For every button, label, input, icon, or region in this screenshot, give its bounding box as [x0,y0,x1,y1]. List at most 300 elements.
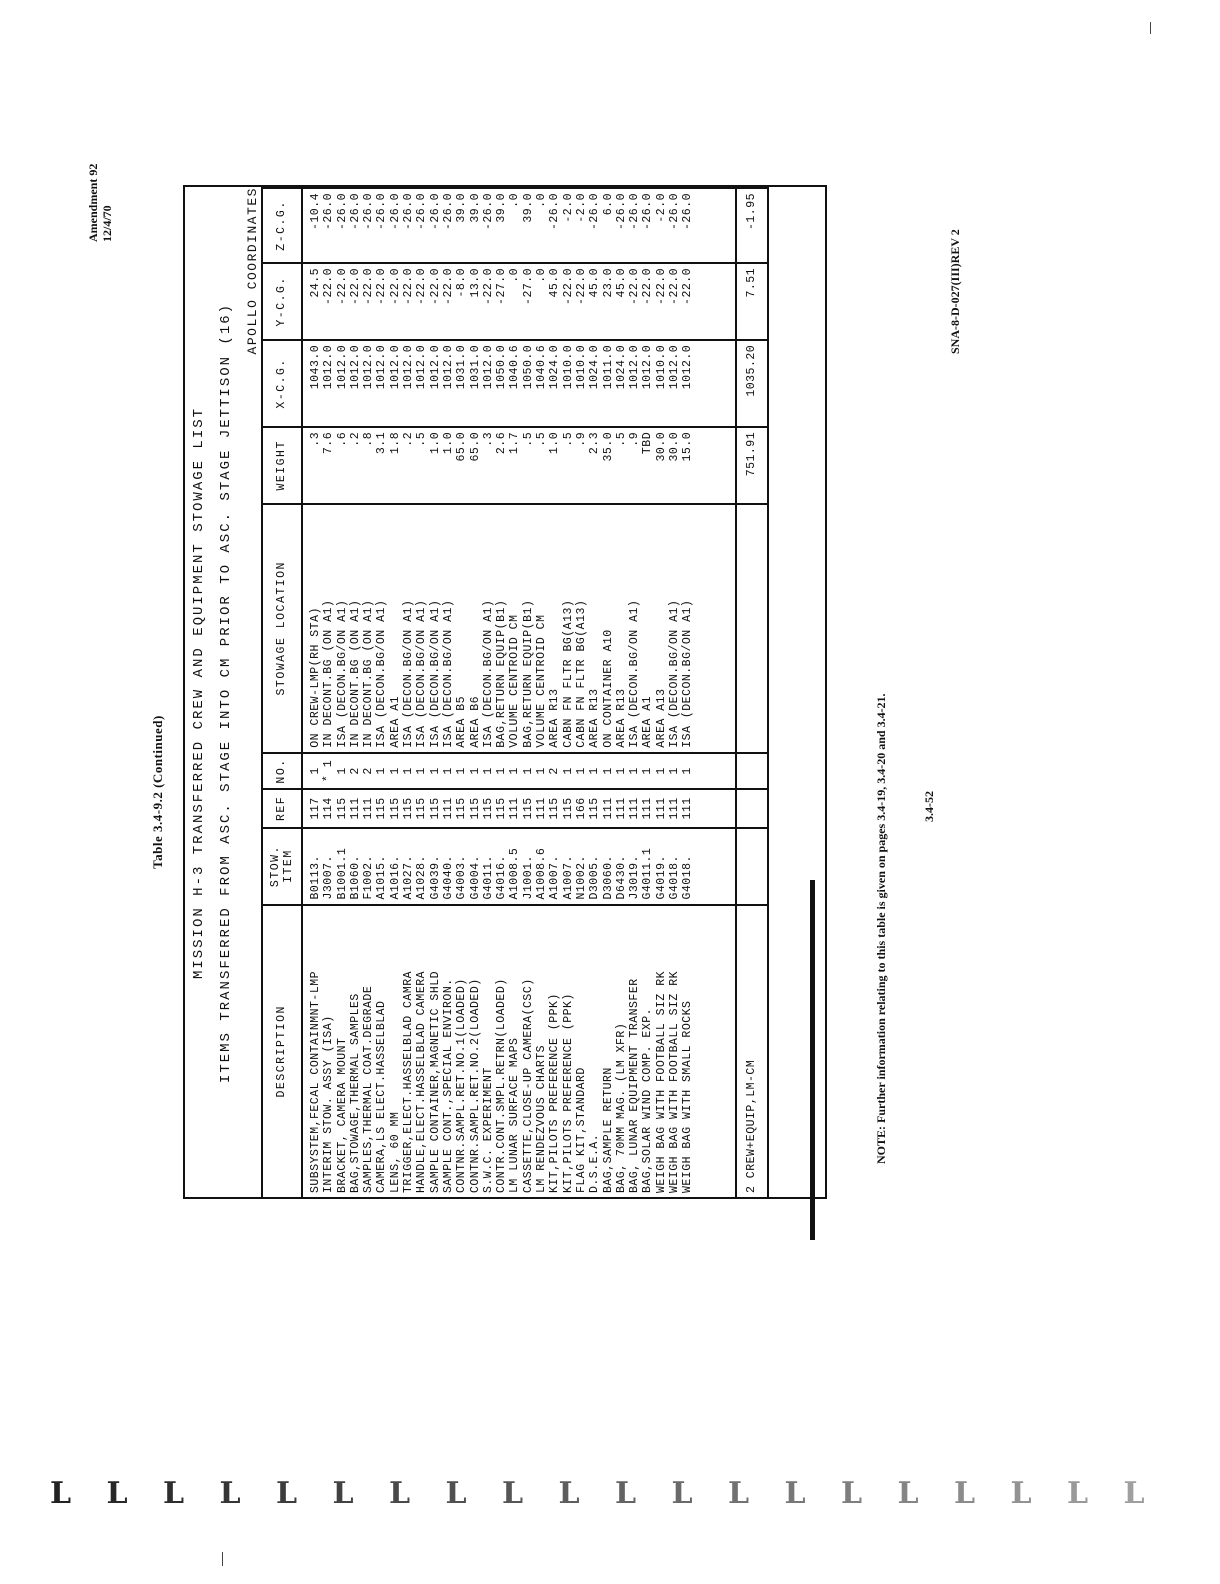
row-ycg: -22.0 [442,263,455,340]
row-xcg: 1012.0 [668,340,681,427]
row-xcg: 1010.0 [575,340,588,427]
row-weight: 7.6 [322,427,335,504]
table-row [535,188,548,1198]
row-weight: 1.0 [548,427,561,504]
row-ref: 115 [495,789,508,827]
row-description: BAG, 70MM MAG. (LM XFR) [615,905,628,1198]
row-weight: .6 [336,427,349,504]
col-zcg: Z-C.G. [262,188,302,263]
row-ycg: .0 [535,263,548,340]
row-ycg: -22.0 [575,263,588,340]
row-stow-item: G4018. [681,828,694,905]
spacer-cell [695,427,736,504]
row-no: 1 [575,753,588,789]
row-no: 1 [535,753,548,789]
table-row [508,188,521,1198]
total-row [736,188,768,1198]
apollo-coordinates-heading: APOLLO COORDINATES [245,187,260,355]
row-ref: 111 [681,789,694,827]
row-ref: 111 [668,789,681,827]
row-weight: 1.0 [442,427,455,504]
row-ycg: -22.0 [402,263,415,340]
row-stow-item: D3005. [588,828,601,905]
row-location: CABN FN FLTR BG(A13) [562,504,575,753]
row-description: CONTR.CONT.SMPL.RETRN(LOADED) [495,905,508,1198]
table-row [588,188,601,1198]
row-description: CONTNR.SAMPL.RET.NO.2(LOADED) [469,905,482,1198]
row-xcg: 1012.0 [442,340,455,427]
row-description: BRACKET, CAMERA MOUNT [336,905,349,1198]
row-ycg: -22.0 [336,263,349,340]
row-no: 1 [442,753,455,789]
row-xcg: 1040.6 [508,340,521,427]
row-weight: 30.0 [668,427,681,504]
total-ycg: 7.51 [736,263,768,340]
row-xcg: 1012.0 [336,340,349,427]
total-blank [736,753,768,789]
row-weight: 2.3 [588,427,601,504]
row-weight: .9 [628,427,641,504]
row-description: SAMPLE CONT.,SPECIAL ENVIRON. [442,905,455,1198]
film-marker: L [276,1476,298,1511]
row-stow-item: G4016. [495,828,508,905]
row-ycg: -22.0 [362,263,375,340]
film-marker: L [106,1476,128,1511]
row-zcg: 39.0 [522,188,535,263]
row-xcg: 1010.0 [562,340,575,427]
row-weight: .5 [615,427,628,504]
row-ref: 115 [588,789,601,827]
table-spacer-row [695,188,736,1198]
film-marker: L [954,1476,976,1511]
row-description: LENS, 60 MM [389,905,402,1198]
row-xcg: 1012.0 [482,340,495,427]
film-marker: L [389,1476,411,1511]
row-location: ISA (DECON.BG/ON A1) [442,504,455,753]
row-ref: 111 [641,789,654,827]
stowage-table [261,187,769,1199]
table-row [548,188,561,1198]
table-row [681,188,694,1198]
row-stow-item: B0113. [302,828,322,905]
row-ycg: -22.0 [389,263,402,340]
row-ref: 111 [362,789,375,827]
row-zcg: -26.0 [615,188,628,263]
row-description: SAMPLE CONTAINER,MAGNETIC SHLD [429,905,442,1198]
row-description: BAG, LUNAR EQUIPMENT TRANSFER [628,905,641,1198]
row-zcg: -26.0 [548,188,561,263]
row-no: * 1 [322,753,335,789]
row-ycg: -22.0 [641,263,654,340]
row-xcg: 1012.0 [429,340,442,427]
row-xcg: 1011.0 [602,340,615,427]
row-xcg: 1024.0 [548,340,561,427]
row-xcg: 1012.0 [402,340,415,427]
table-row [482,188,495,1198]
film-marker: L [728,1476,750,1511]
heavy-rule [810,880,815,1240]
row-no: 1 [415,753,428,789]
row-xcg: 1012.0 [641,340,654,427]
row-ycg: 45.0 [615,263,628,340]
row-location: BAG,RETURN EQUIP(B1) [522,504,535,753]
row-no: 1 [522,753,535,789]
spacer-cell [695,263,736,340]
row-description: KIT,PILOTS PREFERENCE (PPK) [548,905,561,1198]
margin-tick [1150,22,1151,34]
row-location: IN DECONT.BG (ON A1) [349,504,362,753]
row-no: 1 [495,753,508,789]
row-ref: 115 [482,789,495,827]
row-location: ISA (DECON.BG/ON A1) [628,504,641,753]
row-weight: .5 [562,427,575,504]
table-row [455,188,468,1198]
table-row [336,188,349,1198]
total-blank [736,504,768,753]
table-title: Table 3.4-9.2 (Continued) [150,715,165,869]
table-body [302,188,736,1198]
row-description: CONTNR.SAMPL.RET.NO.1(LOADED) [455,905,468,1198]
row-ycg: -22.0 [655,263,668,340]
row-zcg: -26.0 [375,188,388,263]
row-xcg: 1012.0 [322,340,335,427]
film-marker: L [445,1476,467,1511]
col-weight: WEIGHT [262,427,302,504]
row-stow-item: G4018. [668,828,681,905]
row-stow-item: G4040. [442,828,455,905]
row-location: ISA (DECON.BG/ON A1) [375,504,388,753]
row-zcg: .0 [508,188,521,263]
row-description: BAG,STOWAGE,THERMAL SAMPLES [349,905,362,1198]
film-marker: L [163,1476,185,1511]
row-zcg: -26.0 [482,188,495,263]
row-stow-item: J3019. [628,828,641,905]
row-stow-item: J3007. [322,828,335,905]
row-stow-item: F1002. [362,828,375,905]
table-row [469,188,482,1198]
row-xcg: 1024.0 [615,340,628,427]
row-no: 1 [402,753,415,789]
col-description: DESCRIPTION [262,905,302,1198]
row-ycg: -22.0 [562,263,575,340]
row-stow-item: D3060. [602,828,615,905]
table-row [349,188,362,1198]
row-stow-item: A1027. [402,828,415,905]
film-marker: L [219,1476,241,1511]
row-ycg: 13.0 [469,263,482,340]
col-ycg: Y-C.G. [262,263,302,340]
col-xcg: X-C.G. [262,340,302,427]
row-zcg: -26.0 [322,188,335,263]
row-stow-item: A1008.6 [535,828,548,905]
row-weight: .5 [415,427,428,504]
row-location: AREA B5 [455,504,468,753]
row-ref: 115 [415,789,428,827]
row-location: ISA (DECON.BG/ON A1) [681,504,694,753]
row-xcg: 1024.0 [588,340,601,427]
row-location: ISA (DECON.BG/ON A1) [482,504,495,753]
row-ref: 117 [302,789,322,827]
row-location: AREA R13 [615,504,628,753]
row-no: 1 [615,753,628,789]
row-ycg: 23.0 [602,263,615,340]
row-ycg: -27.0 [495,263,508,340]
row-no: 1 [681,753,694,789]
row-xcg: 1031.0 [469,340,482,427]
total-label: 2 CREW+EQUIP,LM-CM [736,905,768,1198]
page-number: 3.4-52 [922,791,936,822]
row-description: SAMPLES,THERMAL COAT.DEGRADE [362,905,375,1198]
row-stow-item: A1007. [548,828,561,905]
row-ref: 115 [336,789,349,827]
film-marker: L [1123,1476,1145,1511]
row-ref: 111 [349,789,362,827]
row-ycg: -22.0 [349,263,362,340]
table-row [522,188,535,1198]
row-xcg: 1043.0 [302,340,322,427]
row-ycg: -22.0 [482,263,495,340]
row-no: 1 [508,753,521,789]
row-zcg: -26.0 [681,188,694,263]
table-row [362,188,375,1198]
bottom-tick [222,1552,223,1566]
row-ref: 115 [562,789,575,827]
table-row [375,188,388,1198]
document-id: SNA-8-D-027(III)REV 2 [948,229,962,354]
table-row [322,188,335,1198]
row-stow-item: J1001. [522,828,535,905]
table-row [668,188,681,1198]
row-location: AREA A1 [389,504,402,753]
total-blank [736,828,768,905]
row-stow-item: A1028. [415,828,428,905]
row-location: ON CREW-LMP(RH STA) [302,504,322,753]
row-no: 1 [668,753,681,789]
row-xcg: 1012.0 [681,340,694,427]
row-location: ISA (DECON.BG/ON A1) [336,504,349,753]
row-no: 1 [602,753,615,789]
row-no: 1 [469,753,482,789]
row-zcg: 39.0 [469,188,482,263]
row-no: 1 [429,753,442,789]
total-zcg: -1.95 [736,188,768,263]
row-stow-item: G4011. [482,828,495,905]
row-zcg: -26.0 [641,188,654,263]
row-ref: 111 [615,789,628,827]
row-ycg: -22.0 [415,263,428,340]
row-description: D.S.E.A. [588,905,601,1198]
total-xcg: 1035.20 [736,340,768,427]
amendment-date: 12/4/70 [100,205,114,242]
spacer-cell [695,188,736,263]
row-xcg: 1010.0 [655,340,668,427]
table-subtitle: ITEMS TRANSFERRED FROM ASC. STAGE INTO CM PRIOR TO ASC. STAGE JETTISON (16) [218,302,234,1084]
stowage-table-wrapper [183,187,823,1199]
row-zcg: -26.0 [349,188,362,263]
table-row [429,188,442,1198]
table-row [442,188,455,1198]
spacer-cell [695,789,736,827]
row-weight: .9 [575,427,588,504]
row-ref: 111 [602,789,615,827]
film-marker: L [841,1476,863,1511]
film-marker-strip [50,1476,1180,1516]
row-zcg: -2.0 [562,188,575,263]
row-weight: 1.7 [508,427,521,504]
row-weight: 65.0 [455,427,468,504]
row-ref: 115 [389,789,402,827]
row-ref: 115 [548,789,561,827]
row-ref: 115 [455,789,468,827]
row-location: VOLUME CENTROID CM [535,504,548,753]
row-ref: 115 [402,789,415,827]
row-weight: 1.8 [389,427,402,504]
row-description: S.W.C. EXPERIMENT [482,905,495,1198]
row-ycg: 24.5 [302,263,322,340]
row-description: FLAG KIT,STANDARD [575,905,588,1198]
row-weight: 35.0 [602,427,615,504]
row-ycg: 45.0 [548,263,561,340]
row-no: 1 [655,753,668,789]
row-ref: 114 [322,789,335,827]
row-ycg: -22.0 [681,263,694,340]
row-description: INTERIM STOW. ASSY (ISA) [322,905,335,1198]
row-xcg: 1050.0 [522,340,535,427]
spacer-cell [695,504,736,753]
table-row [615,188,628,1198]
row-xcg: 1012.0 [389,340,402,427]
row-ref: 111 [535,789,548,827]
row-ycg: .0 [508,263,521,340]
row-location: AREA R13 [588,504,601,753]
row-ycg: -22.0 [375,263,388,340]
row-xcg: 1031.0 [455,340,468,427]
row-description: WEIGH BAG WITH FOOTBALL SIZ RK [655,905,668,1198]
row-ref: 111 [655,789,668,827]
row-weight: .5 [522,427,535,504]
row-location: AREA A13 [655,504,668,753]
row-location: AREA R13 [548,504,561,753]
row-ref: 115 [429,789,442,827]
row-stow-item: D6430. [615,828,628,905]
row-description: CASSETTE,CLOSE-UP CAMERA(CSC) [522,905,535,1198]
table-note: NOTE: Further information relating to this table is given on pages 3.4-19, 3.4-20 and 3.4-21. [874,693,888,1164]
row-description: HANDLE,ELECT.HASSELBLAD CAMERA [415,905,428,1198]
row-zcg: .0 [535,188,548,263]
row-location: AREA A1 [641,504,654,753]
row-location: IN DECONT.BG (ON A1) [362,504,375,753]
row-weight: .8 [362,427,375,504]
row-zcg: -26.0 [336,188,349,263]
row-stow-item: B1001.1 [336,828,349,905]
row-location: BAG,RETURN EQUIP(B1) [495,504,508,753]
row-ycg: 45.0 [588,263,601,340]
row-no: 1 [302,753,322,789]
row-no: 1 [628,753,641,789]
row-no: 1 [482,753,495,789]
row-xcg: 1012.0 [375,340,388,427]
row-description: WEIGH BAG WITH SMALL ROCKS [681,905,694,1198]
row-weight: .2 [349,427,362,504]
col-location: STOWAGE LOCATION [262,504,302,753]
row-weight: 15.0 [681,427,694,504]
row-ycg: -27.0 [522,263,535,340]
row-xcg: 1012.0 [362,340,375,427]
row-weight: 3.1 [375,427,388,504]
row-zcg: -2.0 [655,188,668,263]
row-no: 1 [588,753,601,789]
row-weight: 1.0 [429,427,442,504]
spacer-cell [695,753,736,789]
table-row [562,188,575,1198]
table-row [602,188,615,1198]
row-zcg: -26.0 [668,188,681,263]
table-row [402,188,415,1198]
row-zcg: -26.0 [389,188,402,263]
row-description: KIT,PILOTS PREFERENCE (PPK) [562,905,575,1198]
spacer-cell [695,828,736,905]
table-row [495,188,508,1198]
row-no: 1 [455,753,468,789]
table-row [415,188,428,1198]
row-zcg: -26.0 [415,188,428,263]
film-marker: L [897,1476,919,1511]
row-description: CAMERA,LS ELECT.HASSELBLAD [375,905,388,1198]
spacer-cell [695,340,736,427]
row-no: 1 [336,753,349,789]
total-weight: 751.91 [736,427,768,504]
row-zcg: -26.0 [362,188,375,263]
col-stow-item: STOW. ITEM [262,828,302,905]
row-ycg: -22.0 [668,263,681,340]
row-location: AREA B6 [469,504,482,753]
row-stow-item: B1060. [349,828,362,905]
row-location: CABN FN FLTR BG(A13) [575,504,588,753]
row-stow-item: A1007. [562,828,575,905]
table-header-row [262,188,302,1198]
table-row [302,188,322,1198]
row-stow-item: G4039. [429,828,442,905]
row-zcg: -2.0 [575,188,588,263]
row-weight: .5 [535,427,548,504]
row-zcg: -10.4 [302,188,322,263]
row-description: LM RENDEZVOUS CHARTS [535,905,548,1198]
film-marker: L [558,1476,580,1511]
row-stow-item: A1015. [375,828,388,905]
row-ycg: -22.0 [429,263,442,340]
row-stow-item: G4011.1 [641,828,654,905]
row-location: IN DECONT.BG (ON A1) [322,504,335,753]
row-xcg: 1050.0 [495,340,508,427]
row-no: 1 [562,753,575,789]
row-weight: .2 [402,427,415,504]
spacer-cell [695,905,736,1198]
row-xcg: 1040.6 [535,340,548,427]
row-ref: 111 [508,789,521,827]
row-ref: 166 [575,789,588,827]
row-description: TRIGGER,ELECT.HASSELBLAD CAMRA [402,905,415,1198]
table-row [628,188,641,1198]
row-stow-item: A1008.5 [508,828,521,905]
col-no: NO. [262,753,302,789]
row-weight: 65.0 [469,427,482,504]
row-ycg: -22.0 [628,263,641,340]
row-ycg: -22.0 [322,263,335,340]
row-description: WEIGH BAG WITH FOOTBALL SIZ RK [668,905,681,1198]
row-weight: TBD [641,427,654,504]
row-stow-item: G4003. [455,828,468,905]
row-zcg: -26.0 [628,188,641,263]
